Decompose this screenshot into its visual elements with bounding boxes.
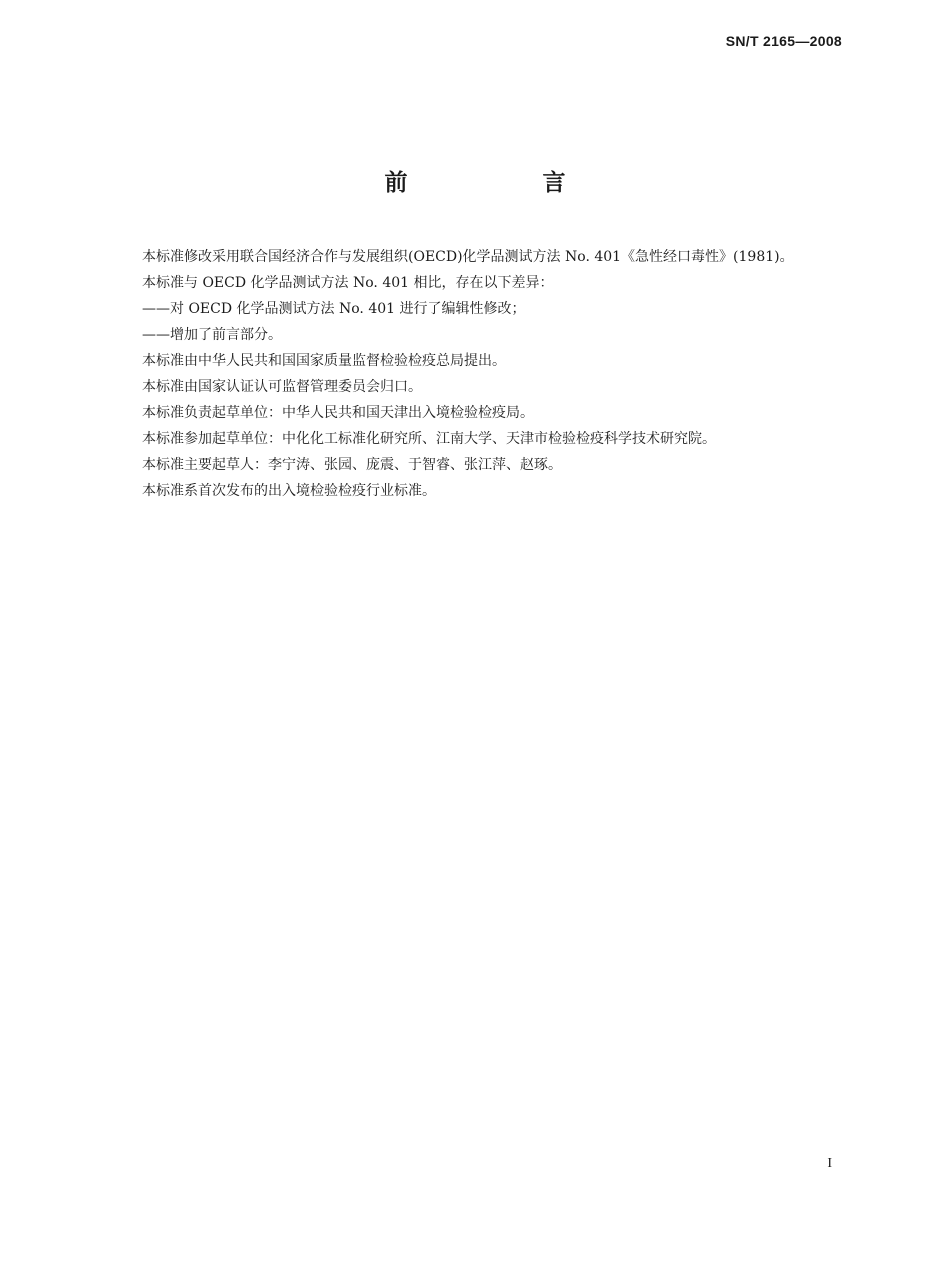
paragraph-participating-units: 本标准参加起草单位：中化化工标准化研究所、江南大学、天津市检验检疫科学技术研究院。 <box>142 431 716 447</box>
standard-code: SN/T 2165—2008 <box>725 33 842 49</box>
page-title: 前 言 <box>384 170 622 196</box>
list-item-editorial-change: ——对 OECD 化学品测试方法 No. 401 进行了编辑性修改； <box>142 301 526 317</box>
page-number: I <box>827 1156 832 1171</box>
foreword-body <box>108 244 848 504</box>
paragraph-first-release: 本标准系首次发布的出入境检验检疫行业标准。 <box>142 483 436 499</box>
paragraph-drafting-unit: 本标准负责起草单位：中华人民共和国天津出入境检验检疫局。 <box>142 405 534 421</box>
paragraph-differences: 本标准与 OECD 化学品测试方法 No. 401 相比，存在以下差异： <box>142 275 554 291</box>
paragraph-centralized-by: 本标准由国家认证认可监督管理委员会归口。 <box>142 379 422 395</box>
paragraph-drafters: 本标准主要起草人：李宁涛、张园、庞震、于智睿、张江萍、赵琢。 <box>142 457 562 473</box>
list-item-foreword-added: ——增加了前言部分。 <box>142 327 282 343</box>
paragraph-proposed-by: 本标准由中华人民共和国国家质量监督检验检疫总局提出。 <box>142 353 506 369</box>
paragraph-adoption: 本标准修改采用联合国经济合作与发展组织(OECD)化学品测试方法 No. 401《急性经口毒性》(1981)。 <box>142 249 794 265</box>
